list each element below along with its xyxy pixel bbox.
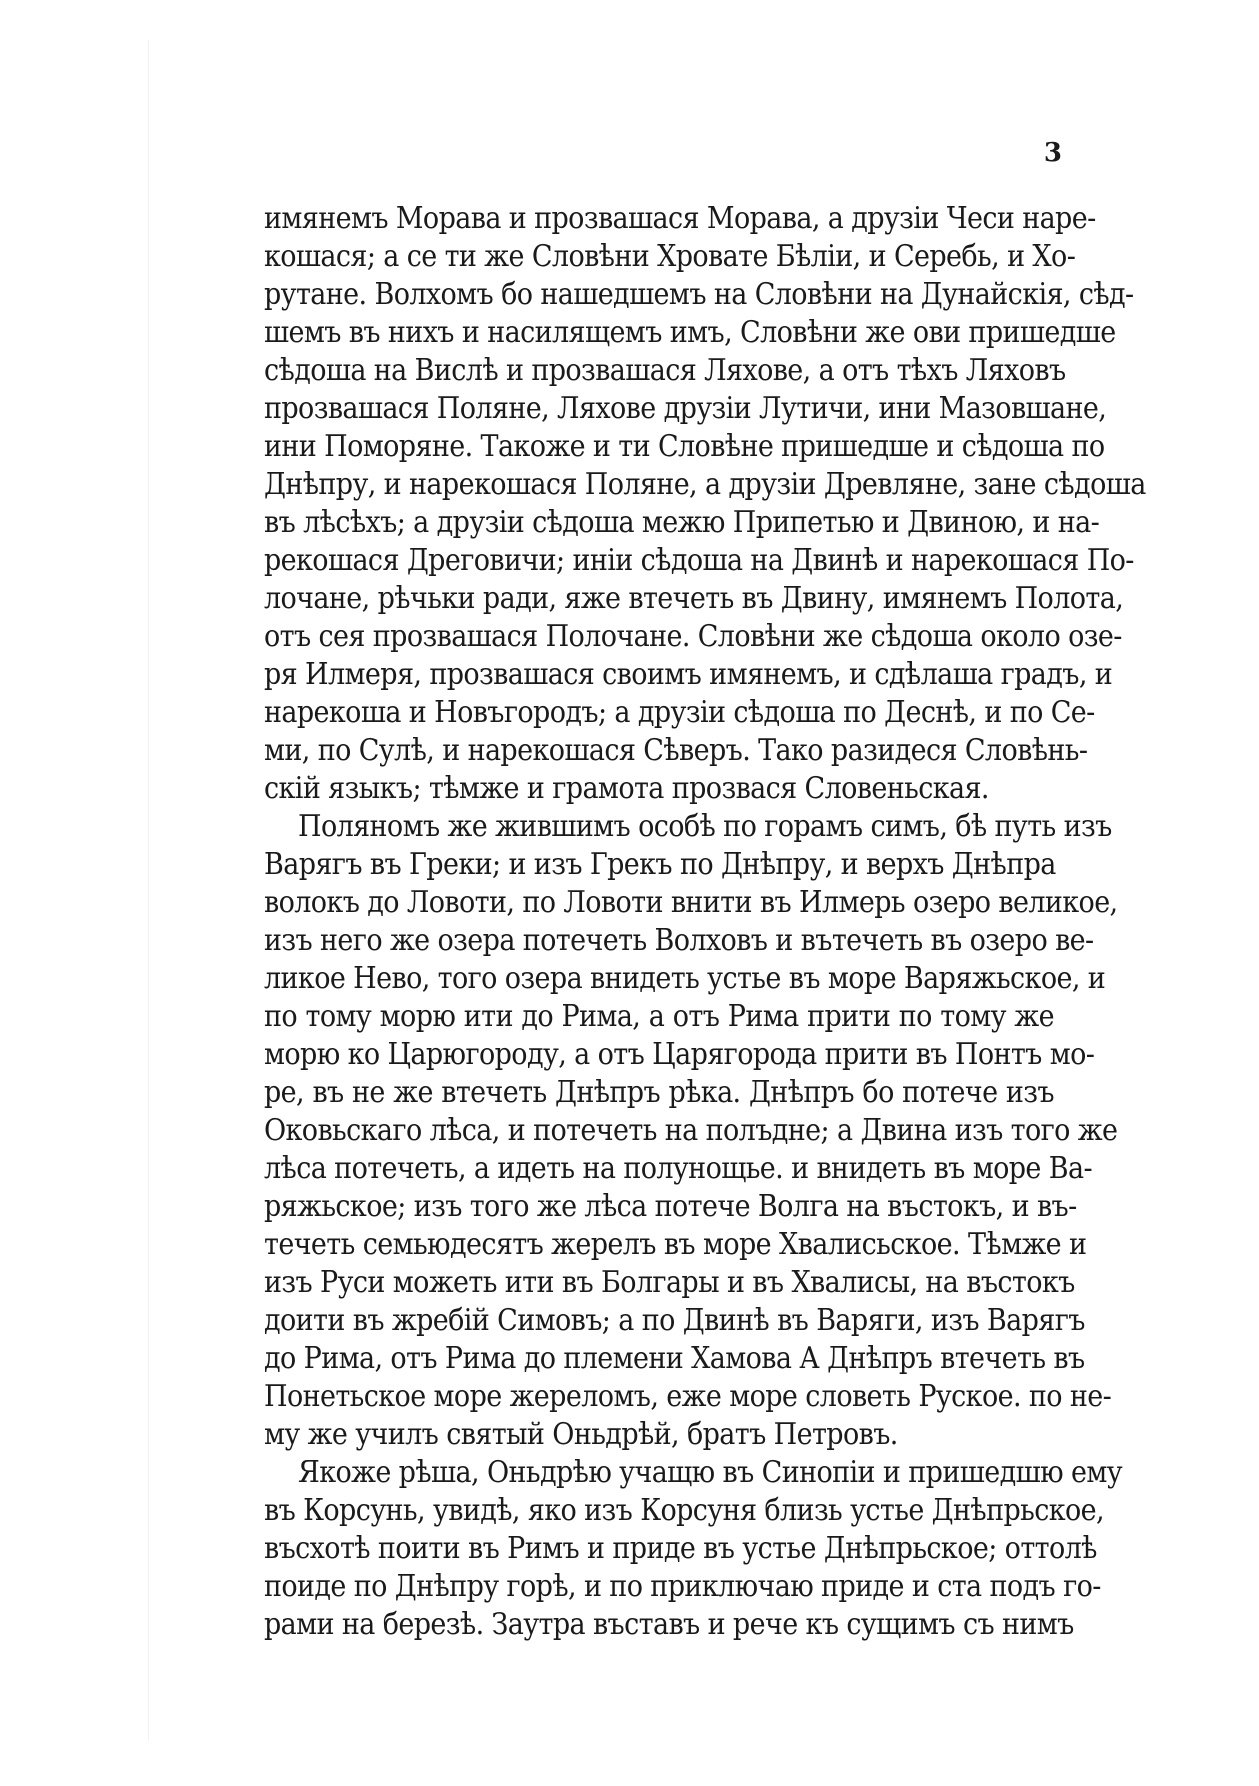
text-line: шемъ въ нихъ и насилящемъ имъ, Словѣни же ови пришедше xyxy=(264,315,1116,350)
text-line: рами на березѣ. Заутра въставъ и рече къ сущимъ съ нимъ xyxy=(264,1607,1074,1642)
paragraph-2 xyxy=(264,808,1118,1454)
text-line: имянемъ Морава и прозвашася Морава, а друзіи Чеси наре- xyxy=(264,201,1096,236)
text-line: течеть семьюдесятъ жерелъ въ море Хвалисьское. Тѣмже и xyxy=(264,1227,1087,1262)
text-line: прозвашася Поляне, Ляхове друзіи Лутичи, ини Мазовшане, xyxy=(264,391,1107,426)
text-line: лѣса потечеть, а идеть на полунощье. и внидеть въ море Ва- xyxy=(264,1151,1092,1186)
text-line: Варягъ въ Греки; и изъ Грекъ по Днѣпру, и верхъ Днѣпра xyxy=(264,847,1056,882)
text-line: ми, по Сулѣ, и нарекошася Сѣверъ. Тако разидеся Словѣнь- xyxy=(264,733,1088,768)
text-line: Поляномъ же жившимъ особѣ по горамъ симъ, бѣ путь изъ xyxy=(298,809,1112,844)
text-line: изъ Руси можеть ити въ Болгары и въ Хвалисы, на въстокъ xyxy=(264,1265,1075,1300)
text-line: рутане. Волхомъ бо нашедшемъ на Словѣни на Дунайскія, сѣд- xyxy=(264,277,1134,312)
paragraph-3 xyxy=(264,1454,1122,1644)
body-text xyxy=(264,200,1146,1644)
scan-edge-line xyxy=(148,40,149,1740)
text-line: въсхотѣ поити въ Римъ и приде въ устье Днѣпрьское; оттолѣ xyxy=(264,1531,1097,1566)
text-line: въ лѣсѣхъ; а друзіи сѣдоша межю Припетью и Двиною, и на- xyxy=(264,505,1100,540)
text-line: ини Поморяне. Такоже и ти Словѣне пришедше и сѣдоша по xyxy=(264,429,1105,464)
text-line: волокъ до Ловоти, по Ловоти внити въ Илмерь озеро великое, xyxy=(264,885,1118,920)
text-line: ликое Нево, того озера внидеть устье въ море Варяжьское, и xyxy=(264,961,1106,996)
text-line: Оковьскаго лѣса, и потечеть на полъдне; а Двина изъ того же xyxy=(264,1113,1118,1148)
text-line: доити въ жребій Симовъ; а по Двинѣ въ Варяги, изъ Варягъ xyxy=(264,1303,1085,1338)
text-line: Днѣпру, и нарекошася Поляне, а друзіи Древляне, зане сѣдоша xyxy=(264,467,1146,502)
text-line: поиде по Днѣпру горѣ, и по приключаю приде и ста подъ го- xyxy=(264,1569,1101,1604)
text-line: кошася; а се ти же Словѣни Хровате Бѣліи, и Серебь, и Хо- xyxy=(264,239,1076,274)
text-line: му же училъ святый Оньдрѣй, братъ Петровъ. xyxy=(264,1417,898,1452)
text-line: по тому морю ити до Рима, а отъ Рима прити по тому же xyxy=(264,999,1054,1034)
text-line: отъ сея прозвашася Полочане. Словѣни же сѣдоша около озе- xyxy=(264,619,1122,654)
paragraph-1 xyxy=(264,200,1146,808)
text-line: изъ него же озера потечеть Волховъ и вътечеть въ озеро ве- xyxy=(264,923,1094,958)
text-line: нарекоша и Новъгородъ; а друзіи сѣдоша по Деснѣ, и по Се- xyxy=(264,695,1095,730)
text-line: морю ко Царюгороду, а отъ Царягорода прити въ Понтъ мо- xyxy=(264,1037,1095,1072)
text-line: рекошася Дреговичи; иніи сѣдоша на Двинѣ и нарекошася По- xyxy=(264,543,1134,578)
text-line: сѣдоша на Вислѣ и прозвашася Ляхове, а отъ тѣхъ Ляховъ xyxy=(264,353,1066,388)
text-line: въ Корсунь, увидѣ, яко изъ Корсуня близь устье Днѣпрьское, xyxy=(264,1493,1105,1528)
text-line: до Рима, отъ Рима до племени Хамова А Днѣпръ втечеть въ xyxy=(264,1341,1085,1376)
text-line: Понетьское море жереломъ, еже море словеть Руское. по не- xyxy=(264,1379,1112,1414)
text-line: ре, въ не же втечеть Днѣпръ рѣка. Днѣпръ бо потече изъ xyxy=(264,1075,1054,1110)
text-line: Якоже рѣша, Оньдрѣю учащю въ Синопіи и пришедшю ему xyxy=(298,1455,1122,1490)
page-number: 3 xyxy=(1043,138,1062,168)
text-line: скій языкъ; тѣмже и грамота прозвася Словеньская. xyxy=(264,771,989,806)
text-line: ряжьское; изъ того же лѣса потече Волга на въстокъ, и въ- xyxy=(264,1189,1077,1224)
text-line: ря Илмеря, прозвашася своимъ имянемъ, и сдѣлаша градъ, и xyxy=(264,657,1113,692)
text-line: лочане, рѣчьки ради, яже втечеть въ Двину, имянемъ Полота, xyxy=(264,581,1124,616)
